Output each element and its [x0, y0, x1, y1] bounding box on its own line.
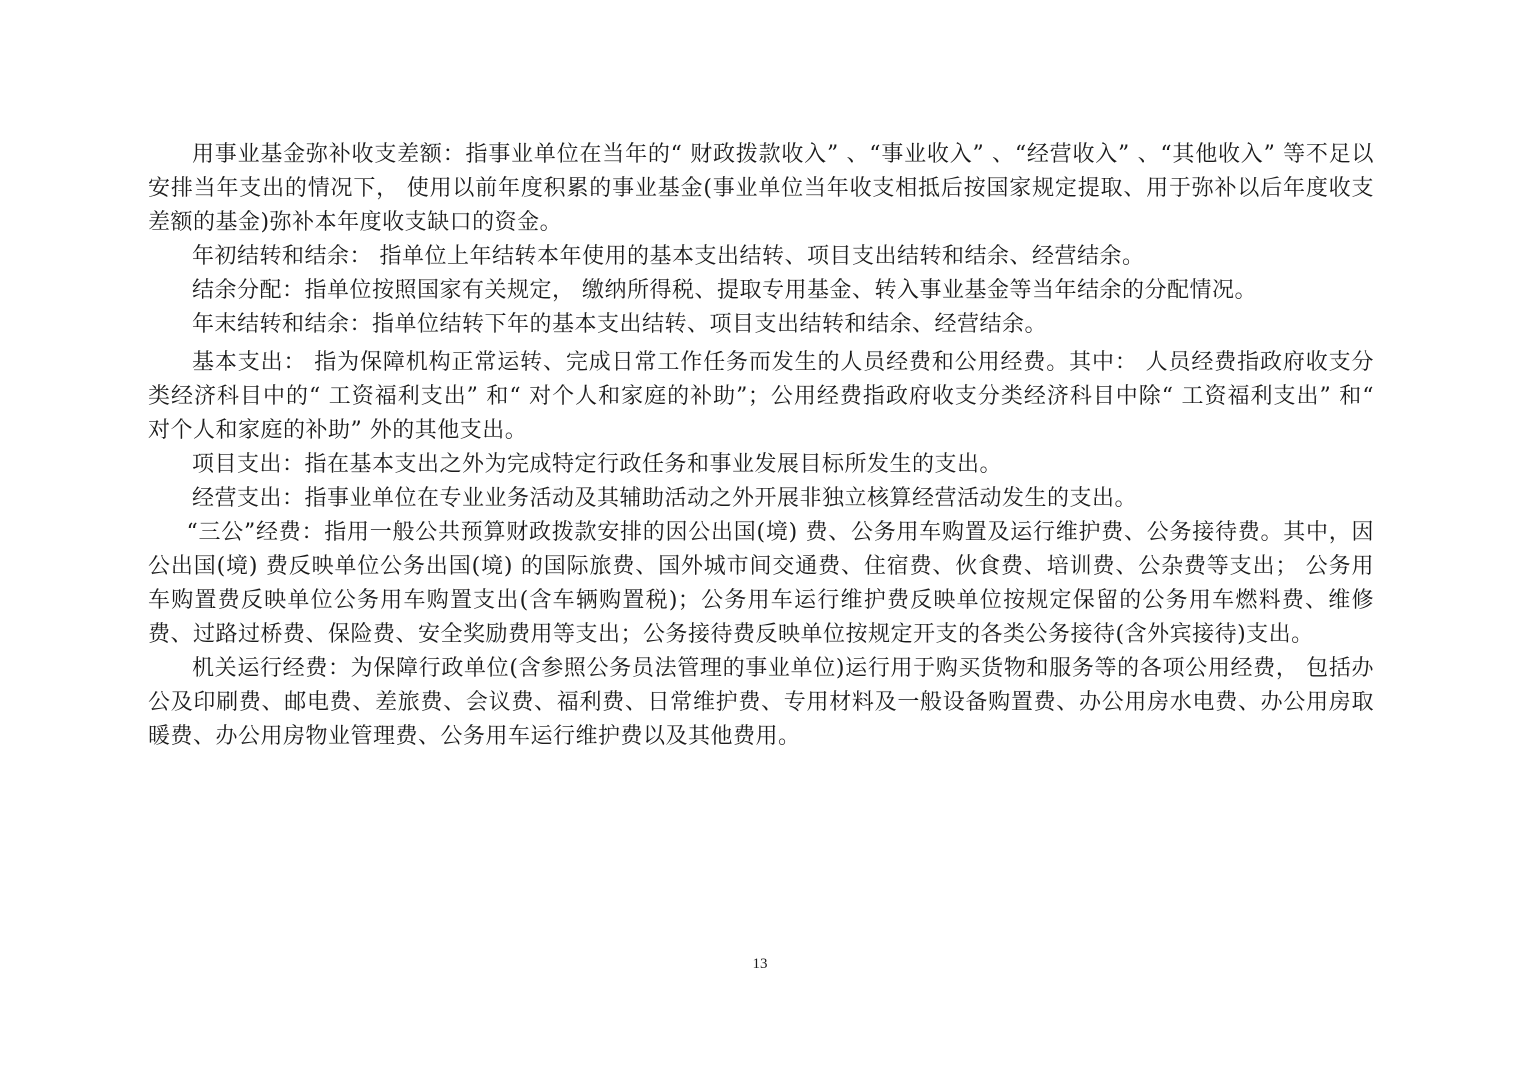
paragraph-agency-operating-expenses: 机关运行经费：为保障行政单位(含参照公务员法管理的事业单位)运行用于购买货物和服务等的各项公用经费， 包括办公及印刷费、邮电费、差旅费、会议费、福利费、日常维护费、专用材料及一般设备购置费、办公用房水电费、办公用房取暖费、办公用房物业管理费、公务用车运行维护费以及其他费用。 [148, 656, 1374, 749]
document-body [148, 138, 1374, 754]
paragraph-surplus-distribution: 结余分配：指单位按照国家有关规定， 缴纳所得税、提取专用基金、转入事业基金等当年结余的分配情况。 [192, 278, 1257, 303]
paragraph-closing-balance: 年末结转和结余：指单位结转下年的基本支出结转、项目支出结转和结余、经营结余。 [192, 312, 1048, 337]
paragraph-fund-supplement: 用事业基金弥补收支差额：指事业单位在当年的“ 财政拨款收入” 、“事业收入” 、“经营收入” 、“其他收入” 等不足以安排当年支出的情况下， 使用以前年度积累的事业基金(事业单位当年收支相抵后按国家规定提取、用于弥补以后年度收支差额的基金)弥补本年度收支缺口的资金。 [148, 142, 1374, 235]
paragraph-three-public-expenses: “三公”经费：指用一般公共预算财政拨款安排的因公出国(境) 费、公务用车购置及运行维护费、公务接待费。其中，因公出国(境) 费反映单位公务出国(境) 的国际旅费、国外城市间交通费、住宿费、伙食费、培训费、公杂费等支出； 公务用车购置费反映单位公务用车购置支出(含车辆购置税)；公务用车运行维护费反映单位按规定保留的公务用车燃料费、维修费、过路过桥费、保险费、安全奖励费用等支出；公务接待费反映单位按规定开支的各类公务接待(含外宾接待)支出。 [148, 520, 1374, 647]
paragraph-project-expenditure: 项目支出：指在基本支出之外为完成特定行政任务和事业发展目标所发生的支出。 [192, 452, 1003, 477]
paragraph-basic-expenditure: 基本支出： 指为保障机构正常运转、完成日常工作任务而发生的人员经费和公用经费。其中： 人员经费指政府收支分类经济科目中的“ 工资福利支出” 和“ 对个人和家庭的补助”；公用经费指政府收支分类经济科目中除“ 工资福利支出” 和“ 对个人和家庭的补助” 外的其他支出。 [148, 350, 1374, 443]
paragraph-opening-balance: 年初结转和结余： 指单位上年结转本年使用的基本支出结转、项目支出结转和结余、经营结余。 [192, 244, 1145, 269]
paragraph-operating-expenditure: 经营支出：指事业单位在专业业务活动及其辅助活动之外开展非独立核算经营活动发生的支出。 [192, 486, 1138, 511]
page-number: 13 [752, 956, 768, 972]
